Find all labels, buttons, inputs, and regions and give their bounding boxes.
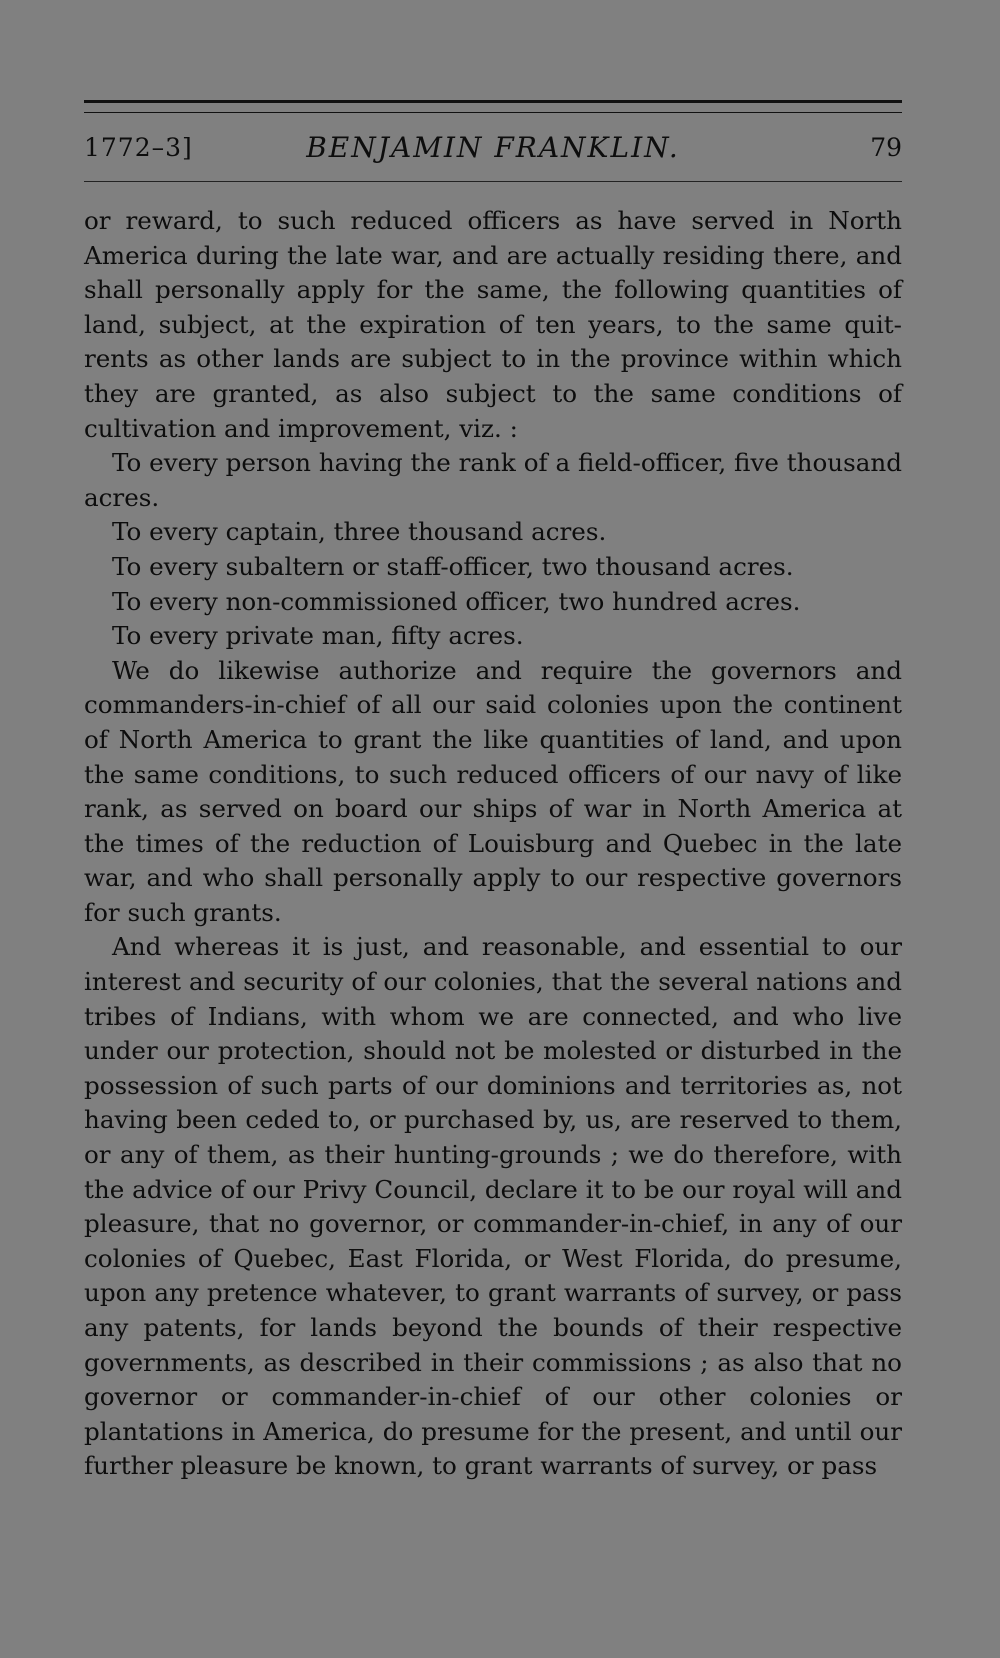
running-head xyxy=(84,131,902,181)
running-head-title: BENJAMIN FRANKLIN. xyxy=(306,131,680,164)
body-text xyxy=(84,204,902,1484)
book-page xyxy=(84,100,902,1484)
paragraph-subaltern: To every subaltern or staff-officer, two thousand acres. xyxy=(112,551,794,581)
paragraph-indian-lands: And whereas it is just, and reasonable, and essential to our interest and security of our colonies, that the several nations and tribes of Indians, with whom we are connected, and who live under our protection, should not be molested or disturbed in the possession of such parts of our dominions and territories as, not having been ceded to, or purchased by, us, are reserved to them, or any of them, as their hunting-grounds ; we do therefore, with the advice of our Privy Council, declare it to be our royal will and pleasure, that no governor, or commander-in-chief, in any of our colonies of Quebec, East Florida, or West Florida, do presume, upon any pretence whatever, to grant warrants of survey, or pass any patents, for lands beyond the bounds of their respective governments, as described in their commissions ; as also that no governor or commander-in-chief of our other colonies or plantations in America, do presume for the present, and until our further pleasure be known, to grant warrants of survey, or pass xyxy=(84,932,902,1481)
paragraph-navy-officers: We do likewise authorize and require the governors and commanders-in-chief of all our said colonies upon the continent of North America to grant the like quantities of land, and upon the same conditions, to such reduced officers of our navy of like rank, as served on board our ships of war in North America at the times of the reduction of Louisburg and Quebec in the late war, and who shall personally apply to our respective governors for such grants. xyxy=(84,655,902,927)
paragraph-captain: To every captain, three thousand acres. xyxy=(112,517,607,547)
running-head-date-range: 1772–3] xyxy=(84,133,193,162)
paragraph-non-commissioned: To every non-commissioned officer, two hundred acres. xyxy=(112,586,801,616)
paragraph-field-officer: To every person having the rank of a field-officer, five thousand acres. xyxy=(84,448,902,512)
top-thin-rule xyxy=(84,112,902,113)
header-rule xyxy=(84,181,902,182)
page-number: 79 xyxy=(870,133,902,162)
top-double-rule xyxy=(84,100,902,103)
paragraph-grants-continued: or reward, to such reduced officers as have served in North America during the late war, and are actually residing there, and shall personally apply for the same, the following quantities of land, subject, at the expiration of ten years, to the same quit-rents as other lands are subject to in the province within which they are granted, as also subject to the same conditions of cultivation and improvement, viz. : xyxy=(84,206,902,443)
paragraph-private-man: To every private man, fifty acres. xyxy=(112,621,524,651)
